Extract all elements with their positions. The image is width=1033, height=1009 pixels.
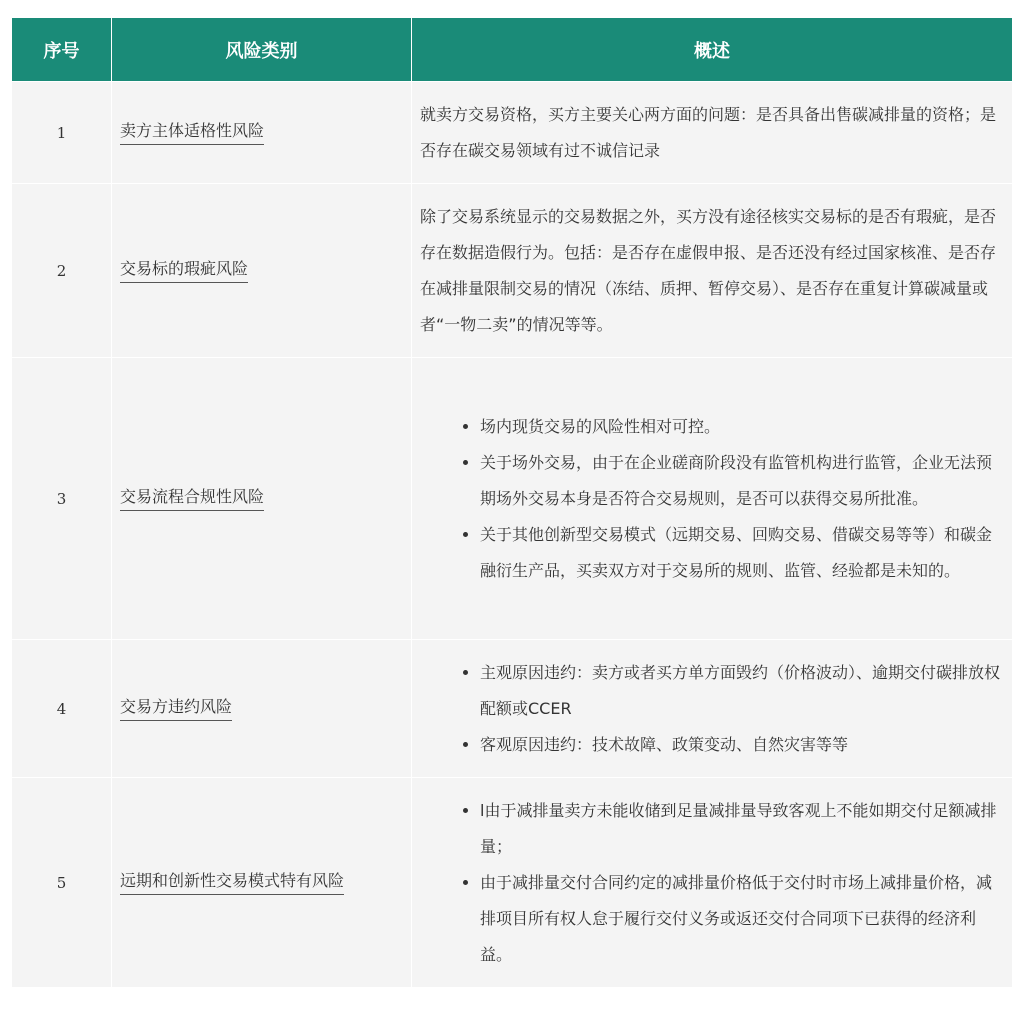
- header-overview: 概述: [412, 18, 1012, 81]
- overview-bullet: • 客观原因违约：技术故障、政策变动、自然灾害等等: [480, 727, 1004, 763]
- overview-bullet: • 关于其他创新型交易模式（远期交易、回购交易、借碳交易等等）和碳金融衍生产品，买卖双方对于交易所的规则、监管、经验都是未知的。: [480, 517, 1004, 589]
- row-overview: [412, 183, 1012, 357]
- table-row: [12, 183, 1012, 357]
- overview-bullet-list: [420, 655, 1004, 763]
- row-category-cell: [112, 357, 412, 639]
- table-row: [12, 639, 1012, 777]
- overview-bullet: • l由于减排量卖方未能收储到足量减排量导致客观上不能如期交付足额减排量；: [480, 793, 1004, 865]
- overview-bullet: • 由于减排量交付合同约定的减排量价格低于交付时市场上减排量价格，减排项目所有权人怠于履行交付义务或返还交付合同项下已获得的经济利益。: [480, 865, 1004, 973]
- row-index: 2: [12, 183, 112, 357]
- table-row: [12, 777, 1012, 987]
- row-index: 4: [12, 639, 112, 777]
- row-overview: [412, 777, 1012, 987]
- header-index: 序号: [12, 18, 112, 81]
- row-index: 5: [12, 777, 112, 987]
- row-overview: [412, 357, 1012, 639]
- row-category-cell: [112, 183, 412, 357]
- overview-bullet: • 场内现货交易的风险性相对可控。: [480, 409, 1004, 445]
- overview-text: 就卖方交易资格，买方主要关心两方面的问题：是否具备出售碳减排量的资格；是否存在碳交易领域有过不诚信记录: [420, 104, 997, 160]
- row-overview: [412, 639, 1012, 777]
- overview-text: 除了交易系统显示的交易数据之外，买方没有途径核实交易标的是否有瑕疵，是否存在数据造假行为。包括：是否存在虚假申报、是否还没有经过国家核准、是否存在减排量限制交易的情况（冻结、质押、暂停交易）、是否存在重复计算碳减量或者“一物二卖”的情况等等。: [420, 206, 997, 334]
- row-category-link[interactable]: 远期和创新性交易模式特有风险: [120, 871, 344, 895]
- row-category-cell: [112, 777, 412, 987]
- table-row: [12, 81, 1012, 183]
- header-category: 风险类别: [112, 18, 412, 81]
- overview-bullet-list: [420, 793, 1004, 973]
- overview-bullet: • 主观原因违约：卖方或者买方单方面毁约（价格波动）、逾期交付碳排放权配额或CCER: [480, 655, 1004, 727]
- row-category-link[interactable]: 交易标的瑕疵风险: [120, 259, 248, 283]
- row-category-link[interactable]: 交易流程合规性风险: [120, 487, 264, 511]
- row-category-link[interactable]: 交易方违约风险: [120, 697, 232, 721]
- overview-bullet-list: [420, 409, 1004, 589]
- table-header-row: [12, 18, 1012, 81]
- row-index: 1: [12, 81, 112, 183]
- table-row: [12, 357, 1012, 639]
- risk-table-container: [12, 18, 1012, 987]
- row-category-cell: [112, 639, 412, 777]
- row-index: 3: [12, 357, 112, 639]
- row-overview: [412, 81, 1012, 183]
- row-category-link[interactable]: 卖方主体适格性风险: [120, 121, 264, 145]
- row-category-cell: [112, 81, 412, 183]
- risk-table: [12, 18, 1012, 987]
- overview-bullet: • 关于场外交易，由于在企业磋商阶段没有监管机构进行监管，企业无法预期场外交易本身是否符合交易规则，是否可以获得交易所批准。: [480, 445, 1004, 517]
